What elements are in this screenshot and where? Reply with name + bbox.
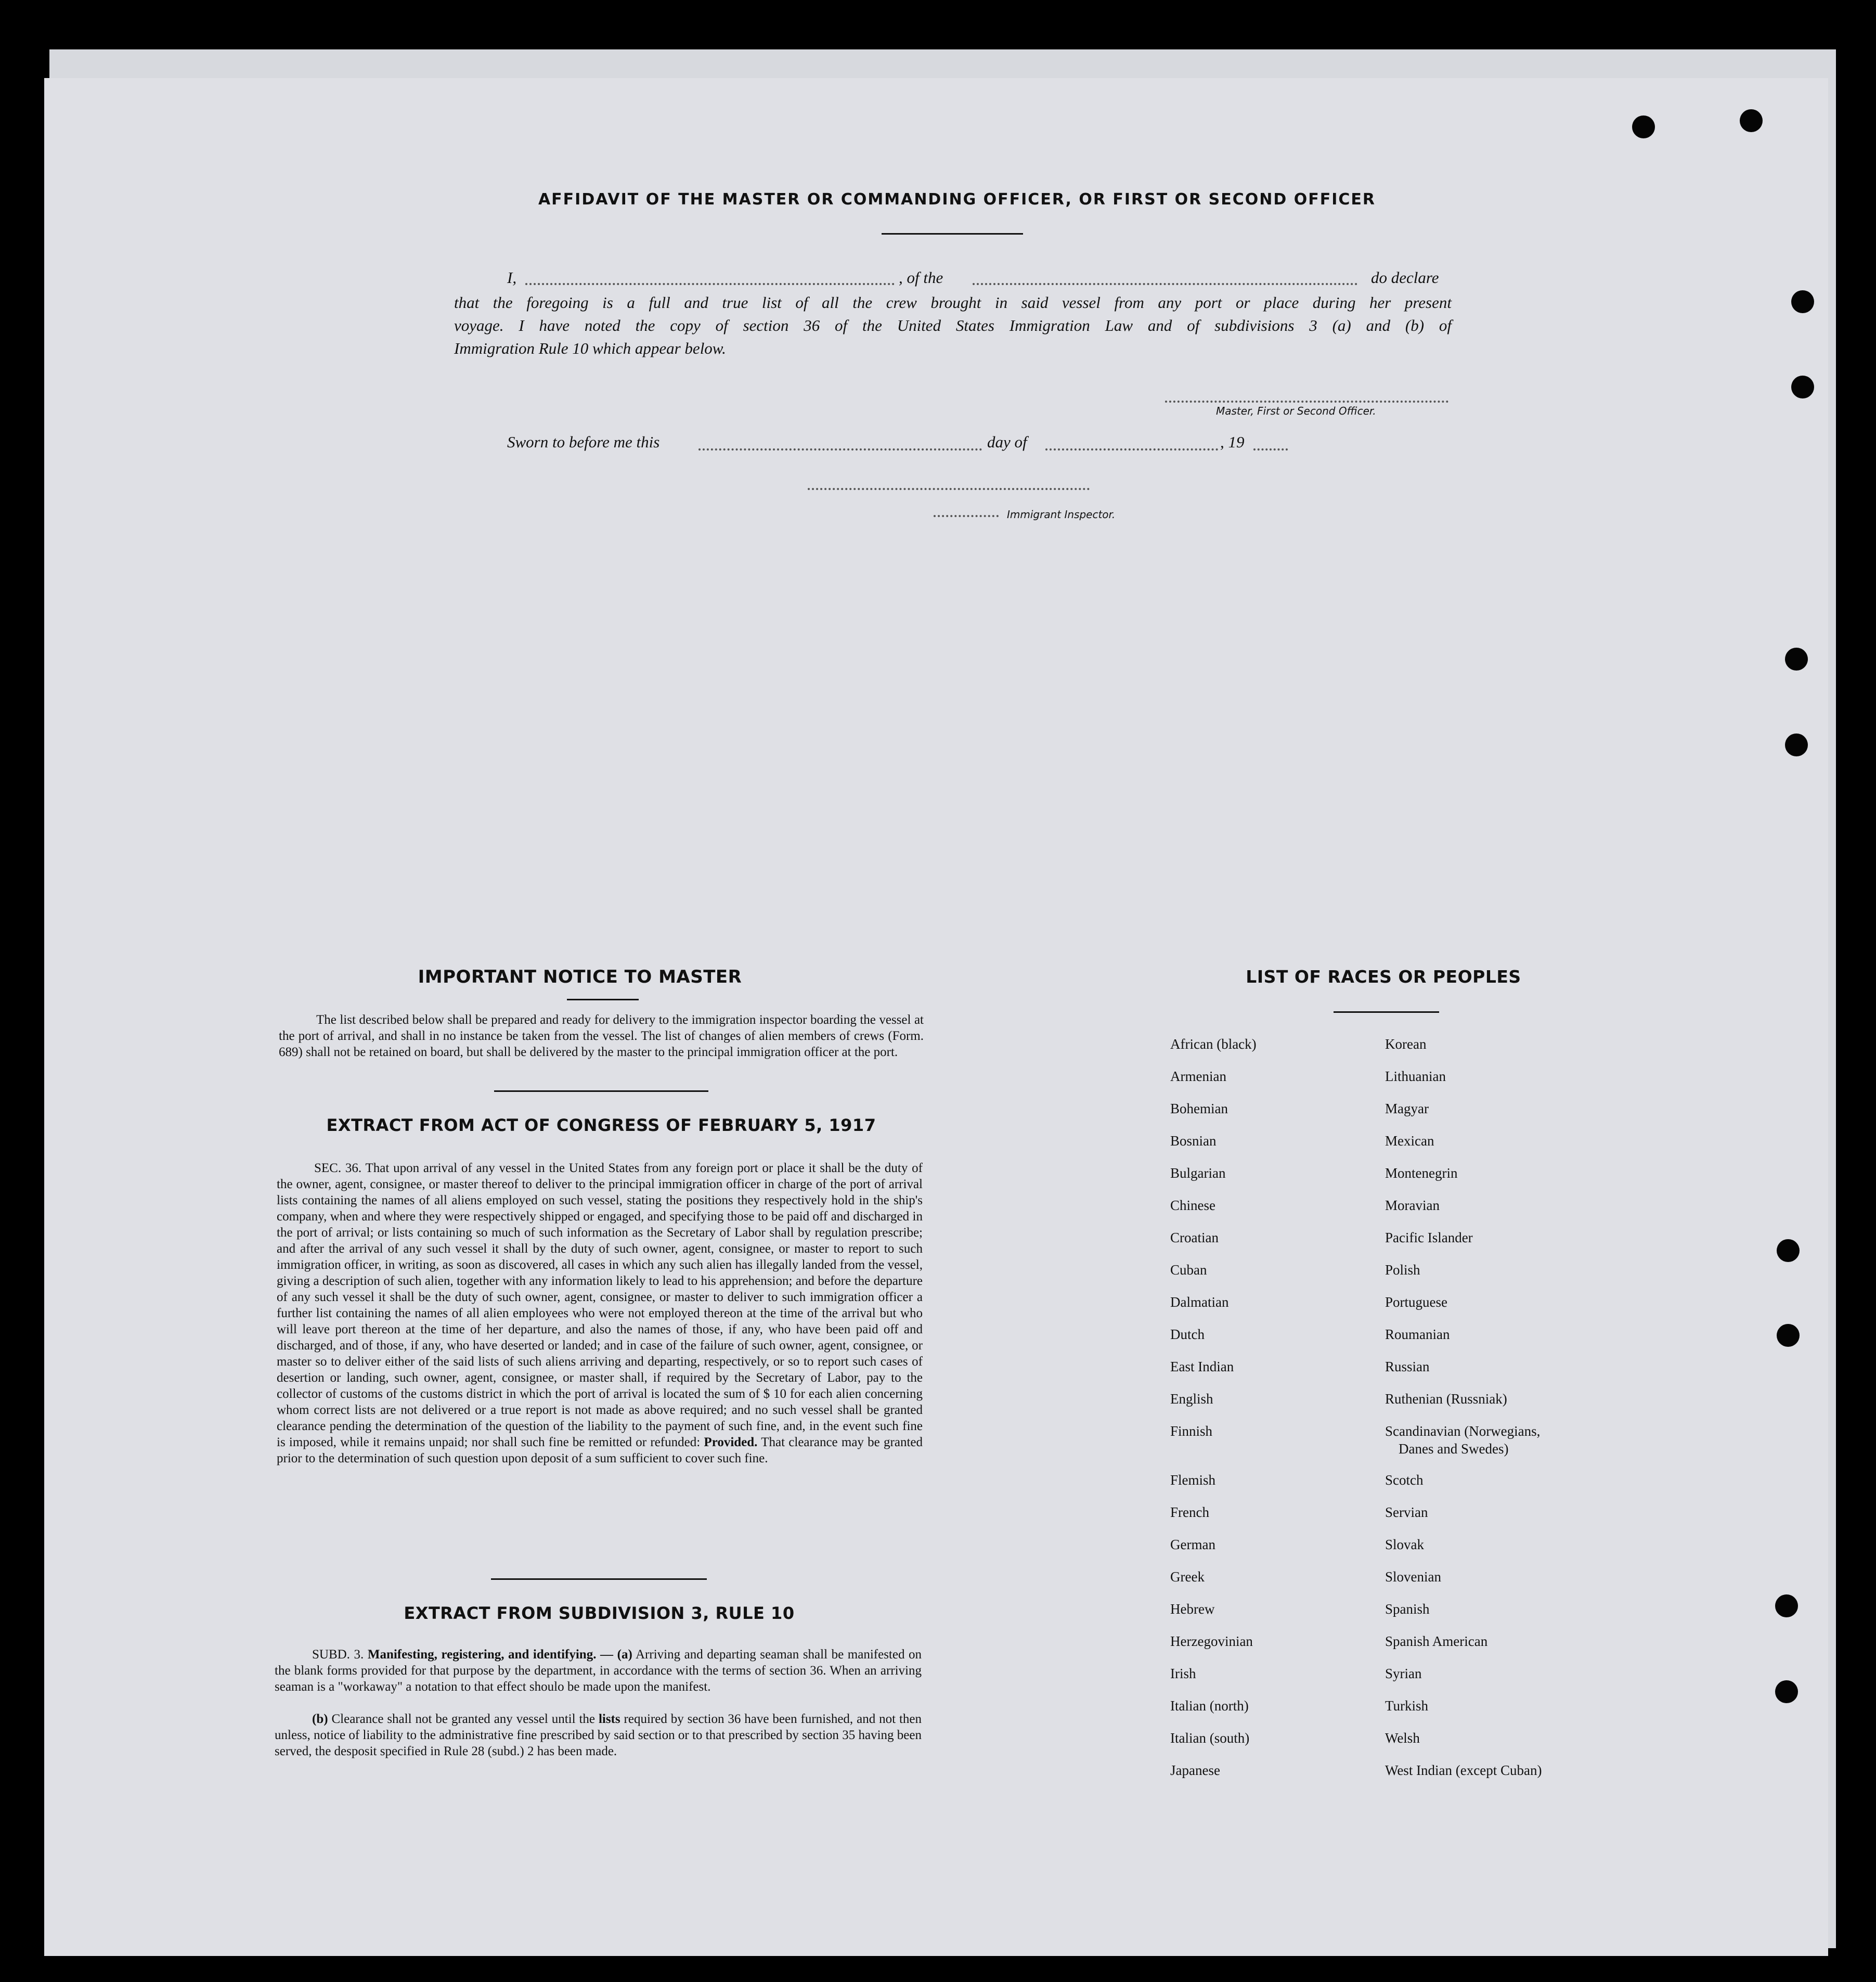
- extract-rule-text-b: [275, 1711, 922, 1759]
- punch-hole: [1775, 1680, 1798, 1703]
- race-item: Flemish: [1170, 1472, 1216, 1488]
- affidavit-line-1: I,: [507, 268, 517, 287]
- race-item: Slovenian: [1385, 1569, 1441, 1585]
- race-item: French: [1170, 1504, 1209, 1520]
- race-item: Ruthenian (Russniak): [1385, 1391, 1507, 1407]
- of-the-label: , of the: [899, 268, 943, 287]
- punch-hole: [1632, 115, 1655, 138]
- punch-hole: [1777, 1324, 1800, 1347]
- punch-hole: [1785, 733, 1808, 756]
- subd-bold: Manifesting, registering, and identifying.: [367, 1648, 597, 1662]
- race-item: Montenegrin: [1385, 1165, 1458, 1181]
- extract-act-title: EXTRACT FROM ACT OF CONGRESS OF FEBRUARY 5, 1917: [326, 1115, 876, 1135]
- master-signature-label: Master, First or Second Officer.: [1216, 405, 1376, 417]
- extract-act-provided: Provided.: [704, 1435, 758, 1449]
- sworn-day-blank[interactable]: [698, 448, 982, 451]
- section-divider: [494, 1090, 708, 1092]
- b-bold: lists: [598, 1712, 620, 1726]
- name-blank[interactable]: [525, 283, 895, 285]
- race-item: Moravian: [1385, 1198, 1440, 1213]
- race-item: Bohemian: [1170, 1101, 1228, 1116]
- punch-hole: [1740, 109, 1763, 132]
- race-item: Pacific Islander: [1385, 1230, 1473, 1245]
- race-item: Finnish: [1170, 1423, 1213, 1439]
- affidavit-line-3: voyage. I have noted the copy of section 36 of the United States Immigration Law and of subdivisions 3 (a) and (b) of: [454, 316, 1452, 334]
- day-of-label: day of: [987, 433, 1027, 451]
- race-item: Syrian: [1385, 1666, 1422, 1681]
- race-item: Dalmatian: [1170, 1294, 1229, 1310]
- race-item: Korean: [1385, 1036, 1427, 1052]
- subd-label: SUBD. 3.: [312, 1648, 364, 1662]
- sworn-year-blank[interactable]: [1253, 448, 1288, 451]
- notice-text: The list described below shall be prepared and ready for delivery to the immigration inspector boarding the vessel at the port of arrival, and shall in no instance be taken from the vessel. The list of changes of alien members of crews (Form. 689) shall not be retained on board, but shall be delivered by the master to the principal immigration officer at the port.: [279, 1013, 924, 1059]
- a-text: Arriving and departing seaman shall be manifested on the blank forms provided for that purpose by the department, in accordance with the terms of section 36. When an arriving seaman is a "workaway" a notation to that effect shoulo be made upon the manifest.: [275, 1648, 922, 1694]
- race-item: Spanish American: [1385, 1633, 1488, 1649]
- punch-hole: [1775, 1594, 1798, 1617]
- punch-hole: [1791, 376, 1814, 398]
- race-item: English: [1170, 1391, 1213, 1407]
- race-item: West Indian (except Cuban): [1385, 1762, 1542, 1778]
- race-item: Greek: [1170, 1569, 1205, 1585]
- inspector-label: Immigrant Inspector.: [1007, 508, 1116, 521]
- race-item: Croatian: [1170, 1230, 1219, 1245]
- year-label: , 19: [1220, 433, 1245, 451]
- vessel-blank[interactable]: [973, 283, 1357, 285]
- race-item: Slovak: [1385, 1537, 1425, 1552]
- race-item: Armenian: [1170, 1069, 1226, 1084]
- race-item: Scotch: [1385, 1472, 1424, 1488]
- races-title-underline: [1334, 1011, 1439, 1013]
- extract-rule-text-a: [275, 1646, 922, 1695]
- race-item: Irish: [1170, 1666, 1196, 1681]
- race-item: Bulgarian: [1170, 1165, 1226, 1181]
- race-item: Lithuanian: [1385, 1069, 1446, 1084]
- title-underline: [882, 233, 1023, 235]
- b-label: (b): [312, 1712, 328, 1726]
- affidavit-line-4: Immigration Rule 10 which appear below.: [454, 339, 726, 357]
- race-item: Roumanian: [1385, 1327, 1450, 1342]
- race-item: Chinese: [1170, 1198, 1215, 1213]
- a-label: — (a): [600, 1648, 632, 1662]
- race-item: Portuguese: [1385, 1294, 1447, 1310]
- race-item: Herzegovinian: [1170, 1633, 1253, 1649]
- b-text-2: required by section 36 have been furnished, and not then unless, notice of liability to the administrative fine prescribed by said section or to that prescribed by section 35 having been served, the desposit specified in Rule 28 (subd.) 2 has been made.: [275, 1712, 922, 1758]
- extract-rule-title: EXTRACT FROM SUBDIVISION 3, RULE 10: [404, 1603, 795, 1623]
- race-item-continuation: Danes and Swedes): [1399, 1441, 1509, 1457]
- race-item: Magyar: [1385, 1101, 1429, 1116]
- b-text-1: Clearance shall not be granted any vessel until the: [331, 1712, 596, 1726]
- races-title: LIST OF RACES OR PEOPLES: [1246, 967, 1521, 987]
- notice-title-underline: [567, 999, 639, 1000]
- punch-hole: [1777, 1239, 1800, 1262]
- sworn-label: Sworn to before me this: [507, 433, 660, 451]
- extract-act-text-main: SEC. 36. That upon arrival of any vessel in the United States from any foreign port or place it shall be the duty of the owner, agent, consignee, or master thereof to deliver to the principal immigration officer in charge of the port of arrival lists containing the names of all aliens employed on such vessel, stating the positions they respectively hold in the ship's company, when and where they were respectively shipped or engaged, and specifying those to be paid off and discharged in the port of arrival; or lists containing so much of such information as the Secretary of Labor shall by regulation prescribe; and after the arrival of any such vessel it shall by the duty of such owner, agent, consignee, or master to report to such immigration officer, in writing, as soon as discovered, all cases in which any such alien has illegally landed from the vessel, giving a description of such alien, together with any information likely to lead to his apprehension; and before the departure of any such vessel it shall be the duty of such owner, agent, consignee, or master to deliver to such immigration officer a further list containing the names of all alien employees who were not employed thereon at the time of the arrival but who will leave port thereon at the time of her departure, and also the names of those, if any, who have been paid off and discharged, and of those, if any, who have deserted or landed; and in case of the failure of such owner, agent, consignee, or master so to deliver either of the said lists of such aliens arriving and departing, respectively, or so to report such cases of desertion or landing, such owner, agent, consignee, or master shall, if required by the Secretary of Labor, pay to the collector of customs of the customs district in which the port of arrival is located the sum of $ 10 for each alien concerning whom correct lists are not delivered or a true report is not made as above required; and no such vessel shall be granted clearance pending the determination of the question of the liability to the payment of such fine, and, in the event such fine is imposed, while it remains unpaid; nor shall such fine be remitted or refunded:: [277, 1161, 923, 1449]
- master-signature-line[interactable]: [1165, 401, 1448, 403]
- race-item: Mexican: [1385, 1133, 1434, 1149]
- race-item: East Indian: [1170, 1359, 1234, 1374]
- punch-hole: [1791, 290, 1814, 313]
- race-item: Turkish: [1385, 1698, 1429, 1714]
- do-declare-label: do declare: [1371, 268, 1439, 287]
- race-item: German: [1170, 1537, 1215, 1552]
- race-item: Italian (south): [1170, 1730, 1250, 1746]
- race-item: Scandinavian (Norwegians,: [1385, 1423, 1541, 1439]
- race-item: Italian (north): [1170, 1698, 1249, 1714]
- race-item: Servian: [1385, 1504, 1428, 1520]
- sworn-month-blank[interactable]: [1045, 448, 1218, 451]
- notice-title: IMPORTANT NOTICE TO MASTER: [418, 967, 742, 987]
- race-item: Russian: [1385, 1359, 1430, 1374]
- race-item: Bosnian: [1170, 1133, 1217, 1149]
- race-item: Spanish: [1385, 1601, 1430, 1617]
- inspector-signature-line[interactable]: [808, 488, 1090, 490]
- race-item: African (black): [1170, 1036, 1257, 1052]
- race-item: Dutch: [1170, 1327, 1205, 1342]
- race-item: Welsh: [1385, 1730, 1420, 1746]
- affidavit-line-2: that the foregoing is a full and true list of all the crew brought in said vessel from any port or place during her present: [454, 293, 1452, 312]
- inspector-prefix-line: [934, 515, 999, 517]
- extract-act-text: [277, 1160, 923, 1466]
- affidavit-title: AFFIDAVIT OF THE MASTER OR COMMANDING OFFICER, OR FIRST OR SECOND OFFICER: [538, 190, 1376, 209]
- race-item: Polish: [1385, 1262, 1420, 1278]
- extract-act-text-end: That clearance may be granted prior to the determination of such question upon deposit of a sum sufficient to cover such fine.: [277, 1435, 923, 1465]
- race-item: Japanese: [1170, 1762, 1220, 1778]
- section-divider-2: [491, 1578, 707, 1580]
- punch-hole: [1785, 648, 1808, 671]
- race-item: Cuban: [1170, 1262, 1207, 1278]
- race-item: Hebrew: [1170, 1601, 1215, 1617]
